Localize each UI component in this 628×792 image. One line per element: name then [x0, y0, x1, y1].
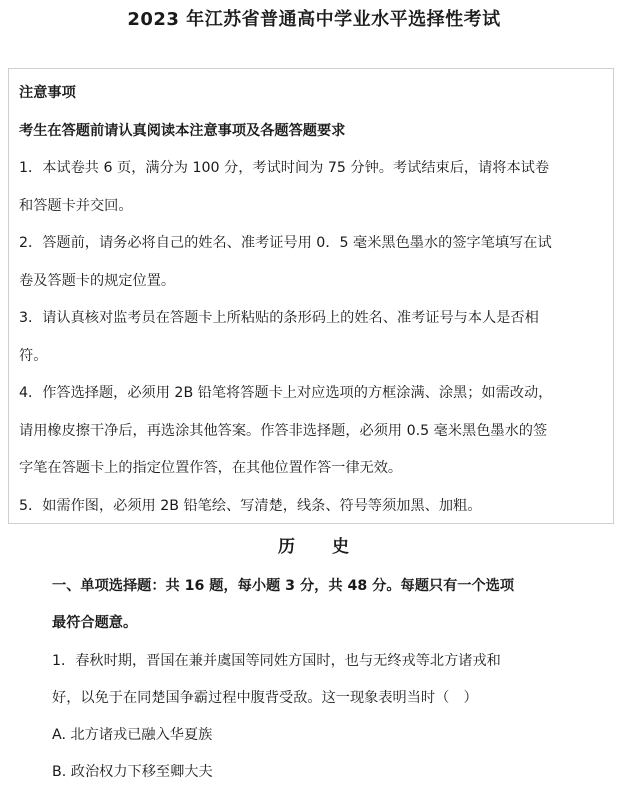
notice-line: 字笔在答题卡上的指定位置作答，在其他位置作答一律无效。: [19, 460, 403, 476]
notice-line: 1．本试卷共 6 页，满分为 100 分，考试时间为 75 分钟。考试结束后，请将本试卷: [19, 160, 550, 176]
subject-title: 历 史: [278, 537, 350, 557]
notice-line: 卷及答题卡的规定位置。: [19, 272, 176, 289]
section-heading-cont: 最符合题意。: [52, 615, 138, 632]
question-section: [52, 568, 612, 792]
question-1-stem-cont: 好，以免于在同楚国争霸过程中腹背受敌。这一现象表明当时（ ）: [52, 689, 478, 706]
notice-line: 2．答题前，请务必将自己的姓名、准考证号用 0．5 毫米黑色墨水的签字笔填写在试: [19, 235, 552, 251]
question-1-option-b: B. 政治权力下移至卿大夫: [52, 764, 213, 781]
notice-line: 符。: [19, 347, 48, 364]
notice-line: 3．请认真核对监考员在答题卡上所粘贴的条形码上的姓名、准考证号与本人是否相: [19, 310, 539, 326]
notice-line: 请用橡皮擦干净后，再选涂其他答案。作答非选择题，必须用 0.5 毫米黑色墨水的签: [19, 422, 548, 439]
notice-line: 和答题卡并交回。: [19, 197, 133, 214]
notice-line: 5．如需作图，必须用 2B 铅笔绘、写清楚，线条、符号等须加黑、加粗。: [19, 497, 482, 514]
question-1-stem: 1．春秋时期，晋国在兼并虞国等同姓方国时，也与无终戎等北方诸戎和: [52, 652, 501, 669]
question-1-option-a: A. 北方诸戎已融入华夏族: [52, 727, 213, 744]
notice-box: [8, 68, 614, 524]
section-heading: 一、单项选择题：共 16 题，每小题 3 分，共 48 分。每题只有一个选项: [52, 578, 515, 594]
notice-subheading: 考生在答题前请认真阅读本注意事项及各题答题要求: [19, 122, 346, 139]
exam-title: 2023 年江苏省普通高中学业水平选择性考试: [127, 9, 501, 30]
notice-heading: 注意事项: [19, 85, 76, 101]
notice-line: 4．作答选择题，必须用 2B 铅笔将答题卡上对应选项的方框涂满、涂黑；如需改动，: [19, 385, 553, 401]
